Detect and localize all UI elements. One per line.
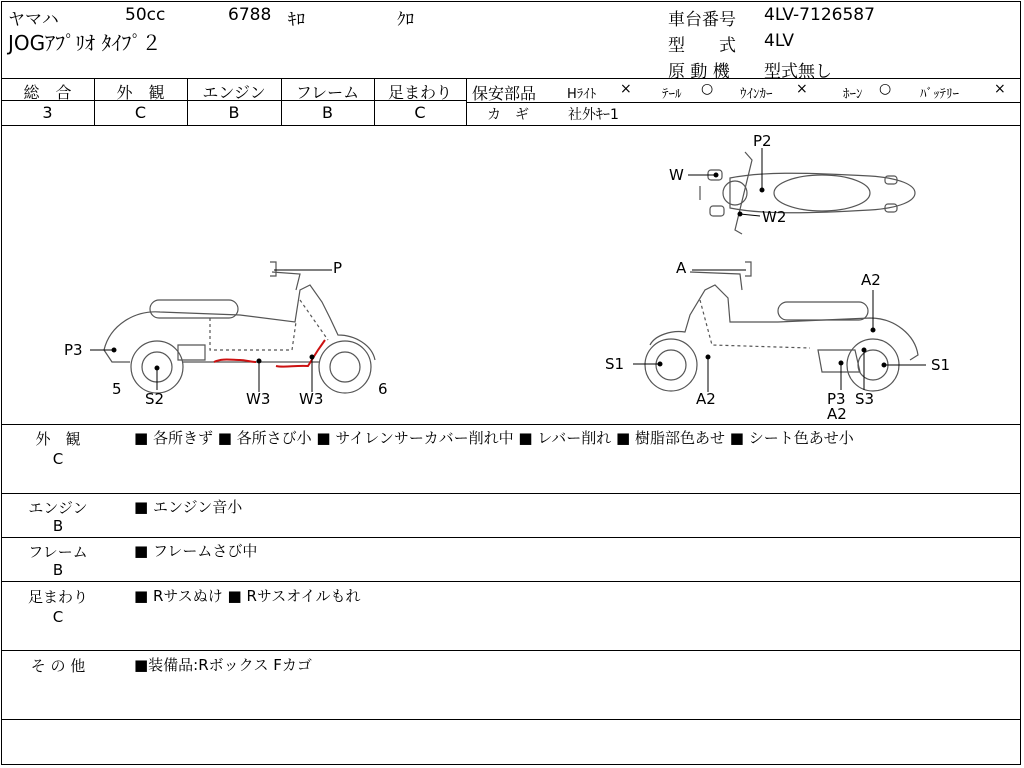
scooter-top-view-drawing bbox=[700, 152, 915, 234]
diagram-label: W bbox=[669, 166, 684, 184]
divider bbox=[1, 719, 1021, 720]
scooter-left-side-drawing bbox=[104, 262, 375, 393]
divider bbox=[1, 581, 1021, 582]
damage-mark bbox=[276, 340, 325, 367]
displacement: 50cc bbox=[125, 5, 166, 25]
frame-number: 4LV-7126587 bbox=[764, 5, 875, 25]
type-value: 4LV bbox=[764, 31, 795, 51]
grade-label-engine: エンジン bbox=[202, 83, 266, 102]
safety-mark-horn: ○ bbox=[879, 81, 892, 97]
diagram-label: S1 bbox=[931, 356, 951, 374]
safety-item-winker: ｳｲﾝｶｰ bbox=[740, 87, 773, 102]
grade-value-frame: B bbox=[322, 103, 333, 122]
grade-value-engine: B bbox=[228, 103, 240, 122]
damage-diagram bbox=[0, 126, 1024, 424]
grade-label-exterior: 外 観 bbox=[116, 83, 165, 102]
frame-number-label: 車台番号 bbox=[668, 10, 736, 30]
engine-model-label: 原 動 機 bbox=[668, 62, 730, 82]
diagram-label: P2 bbox=[753, 132, 772, 150]
section-grade: C bbox=[52, 450, 64, 468]
divider bbox=[1, 78, 1021, 79]
section-label: 足まわり bbox=[27, 588, 88, 606]
grade-value-suspension: C bbox=[414, 103, 426, 122]
diagram-label: P3 bbox=[64, 341, 83, 359]
grade-value-exterior: C bbox=[134, 103, 147, 122]
divider bbox=[466, 78, 467, 125]
grade-label-overall: 総 合 bbox=[23, 83, 72, 102]
diagram-label: P bbox=[333, 259, 343, 277]
type-label: 型 式 bbox=[668, 36, 736, 56]
safety-mark-battery: × bbox=[994, 81, 1006, 97]
section-grade: B bbox=[52, 561, 64, 579]
diagram-label: S1 bbox=[605, 355, 625, 373]
diagram-label: 5 bbox=[112, 380, 122, 398]
diagram-label: A2 bbox=[827, 405, 847, 423]
diagram-label: S3 bbox=[855, 390, 875, 408]
safety-parts-label: 保安部品 bbox=[472, 84, 537, 103]
grade-label-frame: フレーム bbox=[295, 83, 360, 102]
diagram-label: W2 bbox=[762, 208, 787, 226]
diagram-label: S2 bbox=[145, 390, 165, 408]
mileage-unit: ｷﾛ bbox=[288, 10, 305, 30]
grade-label-suspension: 足まわり bbox=[387, 83, 452, 102]
section-text: ■装備品:Rボックス Fカゴ bbox=[134, 656, 312, 674]
section-label: 外 観 bbox=[35, 430, 81, 448]
safety-item-battery: ﾊﾞｯﾃﾘｰ bbox=[920, 87, 959, 102]
diagram-label: W3 bbox=[246, 390, 271, 408]
section-text: ■ フレームさび中 bbox=[134, 542, 258, 560]
diagram-label: A2 bbox=[696, 390, 716, 408]
safety-mark-winker: × bbox=[796, 81, 808, 97]
section-text: ■ Rサスぬけ ■ Rサスオイルもれ bbox=[134, 587, 361, 605]
section-text: ■ エンジン音小 bbox=[134, 498, 243, 516]
section-text: ■ 各所きず ■ 各所さび小 ■ サイレンサーカバー削れ中 ■ レバー削れ ■ 樹脂部色あせ ■ シート色あせ小 bbox=[134, 429, 854, 447]
divider bbox=[1, 493, 1021, 494]
color: ｸﾛ bbox=[397, 10, 414, 30]
section-grade: C bbox=[52, 608, 64, 626]
diagram-label: P3 bbox=[827, 390, 846, 408]
divider bbox=[1, 650, 1021, 651]
grade-value-overall: 3 bbox=[42, 103, 53, 122]
diagram-label: A2 bbox=[861, 271, 881, 289]
section-grade: B bbox=[52, 517, 64, 535]
safety-mark-taillight: ○ bbox=[701, 81, 714, 97]
maker: ヤマハ bbox=[8, 10, 59, 30]
diagram-label: W3 bbox=[299, 390, 324, 408]
diagram-label: 6 bbox=[378, 380, 388, 398]
model-name: JOGｱﾌﾟﾘｵ ﾀｲﾌﾟ２ bbox=[8, 31, 162, 55]
section-label: そ の 他 bbox=[30, 657, 86, 675]
section-label: フレーム bbox=[28, 543, 88, 561]
mileage: 6788 bbox=[228, 5, 272, 25]
divider bbox=[466, 102, 1021, 103]
section-label: エンジン bbox=[28, 499, 88, 517]
safety-item-taillight: ﾃｰﾙ bbox=[662, 87, 682, 102]
engine-model-value: 型式無し bbox=[764, 62, 832, 82]
diagram-label: A bbox=[676, 259, 687, 277]
key-value: 社外ｷｰ1 bbox=[568, 107, 619, 123]
divider bbox=[1, 537, 1021, 538]
divider bbox=[1, 424, 1021, 425]
key-label: カ ギ bbox=[487, 107, 529, 123]
safety-item-horn: ﾎｰﾝ bbox=[843, 87, 863, 102]
safety-mark-headlight: × bbox=[620, 81, 632, 97]
safety-item-headlight: Hﾗｲﾄ bbox=[567, 87, 597, 102]
